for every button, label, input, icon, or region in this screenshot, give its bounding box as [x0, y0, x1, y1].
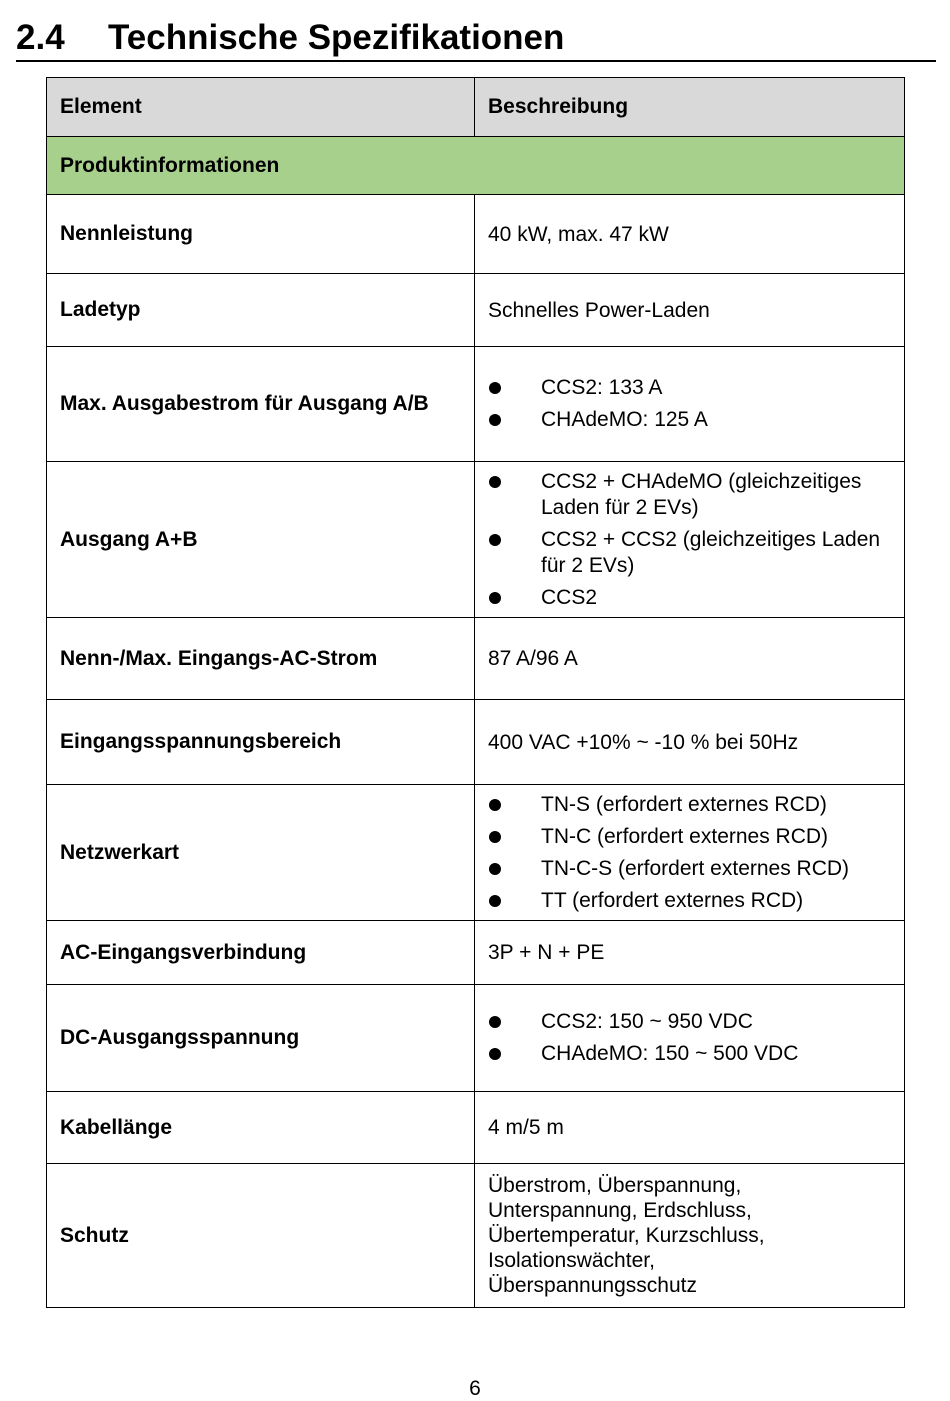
table-header-row	[47, 78, 905, 137]
list-item: CHAdeMO: 150 ~ 500 VDC	[488, 1041, 891, 1067]
row-label: Nenn-/Max. Eingangs-AC-Strom	[47, 618, 475, 700]
table-row	[47, 347, 905, 462]
bullet-list	[488, 375, 891, 433]
row-value: 3P + N + PE	[475, 921, 905, 985]
list-item: TN-C-S (erfordert externes RCD)	[488, 856, 891, 882]
row-label: Max. Ausgabestrom für Ausgang A/B	[47, 347, 475, 462]
row-label: Netzwerkart	[47, 785, 475, 921]
list-item: CHAdeMO: 125 A	[488, 407, 891, 433]
row-label: Ladetyp	[47, 274, 475, 347]
section-heading	[16, 14, 936, 62]
row-value: Überstrom, Überspannung, Unterspannung, Erdschluss, Übertemperatur, Kurzschluss, Isolationswächter, Überspannungsschutz	[475, 1164, 905, 1308]
spec-table	[46, 77, 905, 1308]
page-number: 6	[469, 1377, 481, 1400]
row-label: Kabellänge	[47, 1092, 475, 1164]
section-row-label: Produktinformationen	[47, 137, 905, 195]
list-item: CCS2 + CCS2 (gleichzeitiges Laden für 2 EVs)	[488, 527, 891, 579]
list-item: CCS2: 150 ~ 950 VDC	[488, 1009, 891, 1035]
list-item: CCS2: 133 A	[488, 375, 891, 401]
table-row	[47, 1092, 905, 1164]
section-row	[47, 137, 905, 195]
list-item: TN-C (erfordert externes RCD)	[488, 824, 891, 850]
table-row	[47, 700, 905, 785]
row-value: 4 m/5 m	[475, 1092, 905, 1164]
table-row	[47, 462, 905, 618]
table-row	[47, 921, 905, 985]
row-label: Ausgang A+B	[47, 462, 475, 618]
list-item: TN-S (erfordert externes RCD)	[488, 792, 891, 818]
table-row	[47, 1164, 905, 1308]
column-header-description: Beschreibung	[475, 78, 905, 137]
row-value: 87 A/96 A	[475, 618, 905, 700]
row-label: AC-Eingangsverbindung	[47, 921, 475, 985]
table-row	[47, 618, 905, 700]
table-row	[47, 785, 905, 921]
bullet-list	[488, 1009, 891, 1067]
row-value: Schnelles Power-Laden	[475, 274, 905, 347]
bullet-list	[488, 469, 891, 611]
section-number: 2.4	[16, 17, 65, 57]
row-value	[475, 785, 905, 921]
section-title: Technische Spezifikationen	[108, 17, 565, 57]
row-label: DC-Ausgangsspannung	[47, 985, 475, 1092]
row-label: Nennleistung	[47, 195, 475, 274]
list-item: CCS2 + CHAdeMO (gleichzeitiges Laden für 2 EVs)	[488, 469, 891, 521]
row-label: Eingangsspannungsbereich	[47, 700, 475, 785]
row-label: Schutz	[47, 1164, 475, 1308]
bullet-list	[488, 792, 891, 914]
row-value: 40 kW, max. 47 kW	[475, 195, 905, 274]
row-value	[475, 347, 905, 462]
list-item: TT (erfordert externes RCD)	[488, 888, 891, 914]
row-value	[475, 462, 905, 618]
row-value: 400 VAC +10% ~ -10 % bei 50Hz	[475, 700, 905, 785]
list-item: CCS2	[488, 585, 891, 611]
row-value	[475, 985, 905, 1092]
column-header-element: Element	[47, 78, 475, 137]
table-row	[47, 985, 905, 1092]
table-row	[47, 274, 905, 347]
table-row	[47, 195, 905, 274]
